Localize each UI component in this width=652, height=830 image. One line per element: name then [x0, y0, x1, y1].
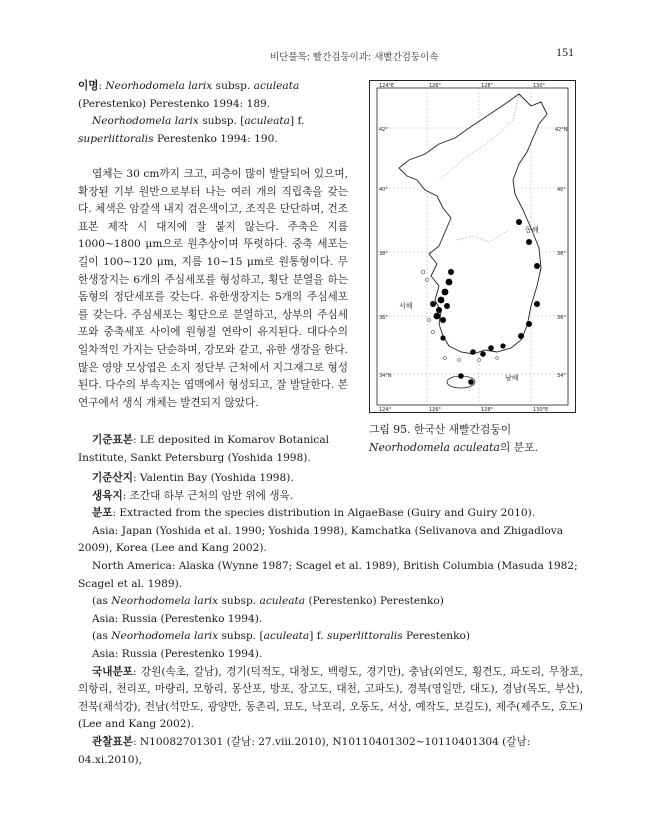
page-number: 151	[556, 45, 574, 59]
distribution-russia-2: Asia: Russia (Perestenko 1994).	[92, 647, 263, 660]
distribution-map	[369, 80, 576, 413]
right-tick-5: 34°	[557, 373, 566, 379]
distribution: 분포: Extracted from the species distribution in AlgaeBase (Guiry and Guiry 2010).	[92, 507, 536, 520]
synonyms-block	[78, 78, 348, 148]
right-tick-1: 42°N	[555, 127, 568, 133]
bottom-tick-2: 126°	[429, 407, 442, 413]
distribution-russia-1: Asia: Russia (Perestenko 1994).	[92, 612, 263, 625]
top-tick-3: 128°	[481, 83, 494, 89]
caption-species: Neorhodomela aculeata	[369, 441, 500, 454]
korea-distribution: 국내분포: 강원(속초, 갈남), 경기(덕적도, 대청도, 백령도, 경기만), 충남(외연도, 횡견도, 파도리, 무창포, 의항리, 천리포, 마량리, 모항리, 몽산포, 방포, 장고도, 대천, 고파도), 경북(영일만, 대도), 경남(목도, 부산), 전북(채석강), 전남(석만도, 광양만, 동촌리, 묘도, 낙포리, 오동도, 서상, 예작도, 보길도), 제주(제주도, 호도) (Lee and Kang 2002).	[78, 665, 583, 731]
right-tick-3: 38°	[557, 251, 566, 257]
left-tick-5: 34°N	[379, 373, 392, 379]
habitat: 생육지: 조간대 하부 근처의 암반 위에 생육.	[92, 489, 294, 502]
top-tick-4: 130°	[533, 83, 546, 89]
distribution-as-2: (as Neorhodomela larix subsp. [aculeata] f. superlittoralis Perestenko)	[92, 630, 471, 643]
body-full-width	[78, 470, 583, 769]
examined-specimens: 관찰표본: N10082701301 (갈남: 27.viii.2010), N10110401302~10110401304 (갈남: 04.xi.2010),	[78, 735, 531, 766]
sea-label-south: 남해	[505, 374, 519, 382]
type-locality: 기준산지: Valentin Bay (Yoshida 1998).	[92, 472, 294, 484]
left-tick-2: 40°	[379, 187, 388, 193]
sea-label-west: 서해	[399, 302, 413, 310]
bottom-tick-4: 130°E	[533, 407, 549, 413]
right-tick-4: 36°	[557, 315, 566, 321]
top-tick-1: 124°E	[379, 83, 395, 89]
distribution-as-1: (as Neorhodomela larix subsp. aculeata (Perestenko) Perestenko)	[92, 595, 444, 608]
bottom-tick-3: 128°	[481, 407, 494, 413]
left-tick-4: 36°	[379, 315, 388, 321]
top-tick-2: 126°	[429, 83, 442, 89]
left-tick-1: 42°	[379, 127, 388, 133]
distribution-asia: Asia: Japan (Yoshida et al. 1990; Yoshida 1998), Kamchatka (Selivanova and Zhigadlova 2009), Korea (Lee and Kang 2002).	[78, 524, 564, 555]
figure-caption: 그림 95. 한국산 새빨간검둥이 Neorhodomela aculeata의 분포.	[369, 423, 538, 454]
left-tick-3: 38°	[379, 251, 388, 257]
right-tick-2: 40°	[557, 187, 566, 193]
sea-label-east: 동해	[525, 226, 539, 234]
synonym-2: Neorhodomela larix subsp. [aculeata] f. superlittoralis Perestenko 1994: 190.	[78, 115, 305, 145]
synonym-label: 이명	[78, 80, 99, 92]
running-title: 비단풀목: 빨간검둥이과: 새빨간검둥이속	[270, 52, 439, 63]
synonym-1: 이명: Neorhodomela larix subsp. aculeata (Perestenko) Perestenko 1994: 189.	[78, 80, 300, 110]
distribution-north-america: North America: Alaska (Wynne 1987; Scagel et al. 1989), British Columbia (Masuda 1982; Scagel et al. 1989).	[78, 559, 578, 590]
type-specimen: 기준표본: LE deposited in Komarov Botanical Institute, Sankt Petersburg (Yoshida 1998).	[78, 434, 330, 464]
description: 엽체는 30 cm까지 크고, 피층이 많이 발달되어 있으며, 확장된 기부 원반으로부터 나는 여러 개의 직립축을 갖는다. 체색은 암갈색 내지 검은색이고, 조직은 단단하며, 건조표본 제작 시 대지에 잘 붙지 않는다. 주축은 지름 1000~1800 μm으로 원추상이며 뚜렷하다. 중축 세포는 길이 100~120 μm, 지름 10~15 μm로 원통형이다. 무한생장지는 6개의 주심세포를 형성하고, 횡단 분열을 하는 돔형의 정단세포를 갖는다. 유한생장지는 5개의 주심세포를 갖는다. 주심세포는 횡단으로 분열하고, 상부의 주심세포와 중축세포 사이에 원형질 연락이 유지된다. 대다수의 일차적인 가지는 단순하며, 강모와 같고, 유한 생장을 한다. 많은 영양 모상엽은 소지 정단부 근처에서 지그재그로 형성된다. 다수의 부속지는 엽맥에서 형성되고, 잘 발달한다. 본 연구에서 생식 개체는 발견되지 않았다.	[78, 168, 348, 409]
bottom-tick-1: 124°	[379, 407, 392, 413]
